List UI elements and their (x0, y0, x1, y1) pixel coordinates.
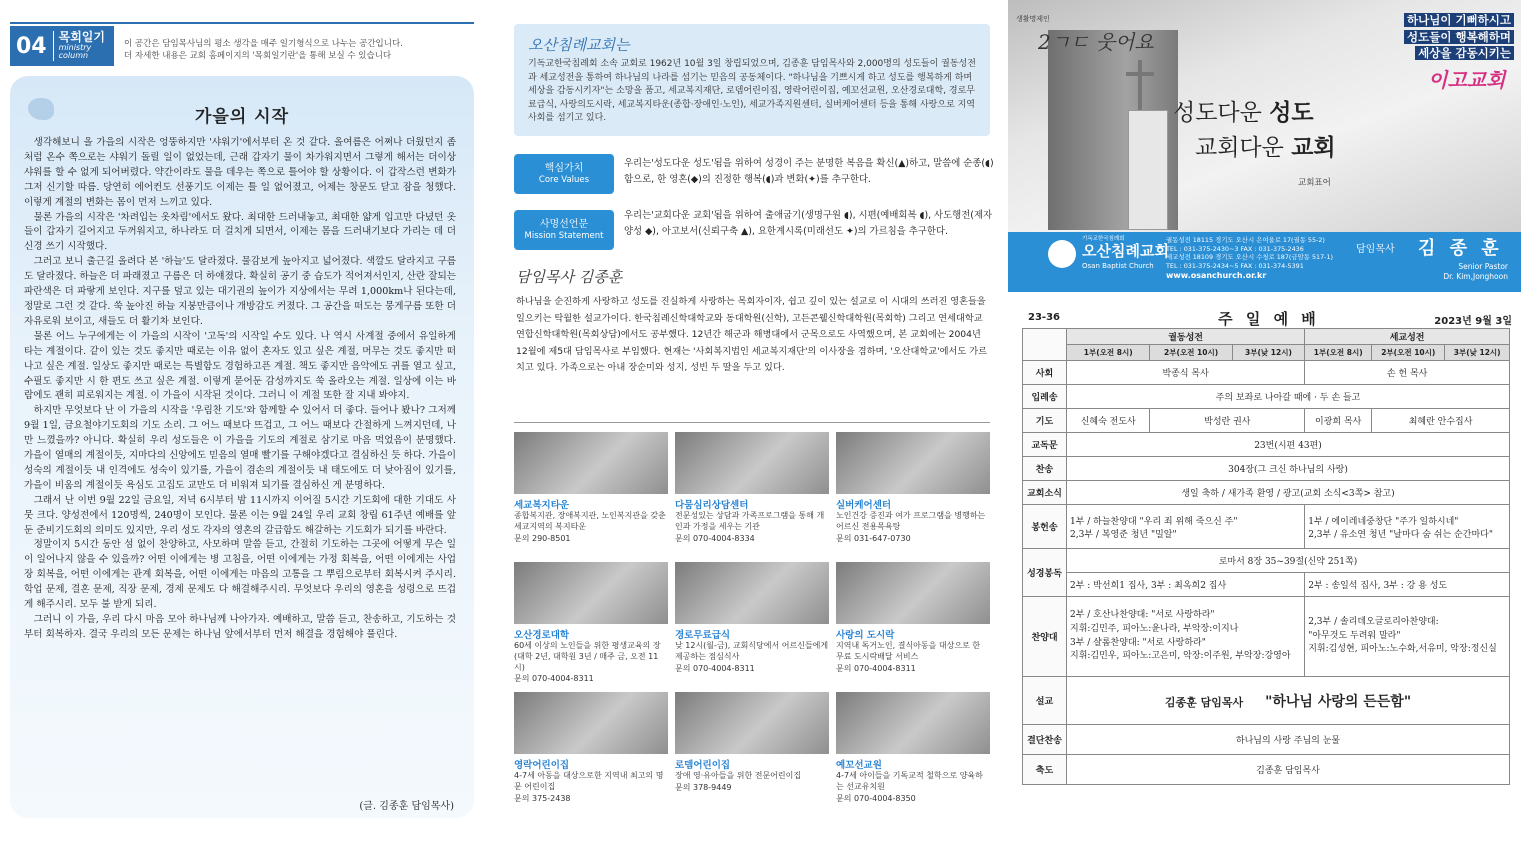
column-body (24, 136, 456, 643)
core-values-badge (514, 154, 614, 194)
row-label: 입례송 (1023, 385, 1067, 409)
ministry-name: 사랑의 도시락 (836, 630, 895, 641)
ministry-name: 예꼬선교원 (836, 760, 882, 771)
ministry-card (675, 562, 829, 690)
ministry-photo (675, 562, 829, 624)
column-title: 가을의 시작 (194, 107, 290, 127)
cell: 2부 : 박선희1 집사, 3부 : 최옥희2 집사 (1067, 573, 1305, 597)
year-theme-small: 생활명제인 (1016, 15, 1050, 23)
session-header: 1부(오전 8시) (1067, 345, 1150, 361)
ministry-desc: 4-7세 아이들을 기독교적 철학으로 양육하는 선교유치원 (836, 771, 983, 791)
website-link[interactable]: www.osanchurch.or.kr (1166, 270, 1267, 280)
table-row (1023, 481, 1510, 505)
row-label: 찬송 (1023, 457, 1067, 481)
cell-line: 3부 / 샬롬찬양대: "서로 사랑하라" (1070, 637, 1206, 648)
session-header: 3부(낮 12시) (1232, 345, 1305, 361)
table-row (1023, 549, 1510, 573)
ministry-phone: 문의 070-4004-8311 (675, 663, 755, 673)
ministry-photo (836, 692, 990, 754)
ministry-photo (836, 562, 990, 624)
cell-line: 지휘:김민우, 피아노:고은미, 악장:이주원, 부악장:강영아 (1070, 651, 1291, 662)
sermon-cell (1067, 677, 1510, 725)
table-row (1023, 677, 1510, 725)
issue-number: 23-36 (1028, 312, 1060, 323)
column-intro (124, 38, 474, 63)
cell-line: 2,3부 / 복영준 청년 "밀알" (1070, 529, 1177, 540)
ministry-card (514, 562, 668, 690)
church-name: 오산침례교회 (1082, 242, 1169, 260)
ministry-desc: 종합복지관, 장애복지관, 노인복지관을 갖춘 세교지역의 복지타운 (514, 511, 666, 531)
slogan-line: 하나님이 기뻐하시고 (1404, 13, 1514, 27)
ministry-card (836, 692, 990, 820)
ministry-card (675, 432, 829, 560)
row-label: 봉헌송 (1023, 505, 1067, 549)
row-label: 사회 (1023, 361, 1067, 385)
cell: 2부 : 송일석 집사, 3부 : 강 용 성도 (1305, 573, 1510, 597)
table-row (1023, 361, 1510, 385)
ministry-name: 영락어린이집 (514, 760, 570, 771)
pastor-column-panel (0, 0, 480, 842)
row-label: 결단찬송 (1023, 725, 1067, 755)
intro-line: 이 공간은 담임목사님의 평소 생각을 매주 일기형식으로 나누는 공간입니다. (124, 39, 403, 49)
pastor-name-en (1418, 262, 1508, 282)
service-header (1022, 310, 1516, 328)
mission-badge (514, 210, 614, 250)
ministry-card (675, 692, 829, 820)
paragraph: 그러고 보니 출근길 올려다 본 '하늘'도 달라졌다. 물감보게 높아지고 넓어졌다. 색깔도 달라지고 구름도 달라졌다. 하늘은 더 파래졌고 구름은 더 하얘졌다. 확실히 공기 중 습도가 적어져서인지, 산란 잘되는 파란색은 더 파랗게 보인다. 지구를 덮고 있는 대기권의 높이가 지상에서는 무려 1,000km나 된다는데, 정말로 그런 것 같다. 쑥 높아진 하늘 지붕만큼이나 개방감도 커졌다. 그 공간을 떠도는 뭉게구름 또한 더 자유로워 보이고, 새들도 더 활기차 보인다. (24, 256, 456, 327)
year-theme: 2ㄱㄷ 웃어요 (1038, 30, 1154, 54)
table-row (1023, 329, 1510, 345)
denomination: 기독교한국침례회 (1082, 236, 1125, 242)
address-line: 궐동성전 18115 경기도 오산시 은여울로 17(궐동 55-2) (1166, 236, 1325, 244)
mission-label-en: Mission Statement (524, 231, 604, 242)
ministry-desc: 노인건강 증진과 여가 프로그램을 병행하는 어르신 전용목욕탕 (836, 511, 986, 531)
ministry-name: 경로무료급식 (675, 630, 731, 641)
session-header: 2부(오전 10시) (1150, 345, 1232, 361)
ministry-card (836, 562, 990, 690)
paragraph: 그러니 이 가을, 우리 다시 마음 모아 하나님께 나아가자. 예배하고, 말씀 듣고, 찬송하고, 기도하는 것부터 회복하자. 결국 우리의 모든 문제는 하나님 앞에서부터 먼저 해결을 경험해야 풀린다. (24, 614, 456, 640)
column-signature: (글. 김종훈 담임목사) (359, 801, 454, 812)
ministry-name: 로뎀어린이집 (675, 760, 731, 771)
cell (1067, 597, 1305, 677)
paragraph: 생각해보니 올 가을의 시작은 엉뚱하지만 '샤워기'에서부터 온 것 같다. 올여름은 어쩌나 더웠던지 좀처럼 온수 쪽으로는 샤워기 돌릴 일이 없었는데, 근래 갑자기 물이 차가워지면서 그렇게 해서는 더이상 샤워를 할 수 없게 되어버렸다. 약간이라도 물을 데우는 쪽으로 틀어야 할 상황이다. 이 갑작스런 변화가 그저 신기할 따름. 당연히 에어컨도 선풍기도 이제는 틀 일 없어졌고, 어제는 창문도 닫고 잠을 청했다. 이렇게 계절의 변화는 몸이 먼저 느끼고 있다. (24, 137, 456, 208)
table-row (1023, 385, 1510, 409)
cell-line: 지휘:김민주, 피아노:윤나라, 부악장:이지나 (1070, 623, 1239, 634)
ministry-photo (675, 692, 829, 754)
pastor-title-en: Senior Pastor (1458, 262, 1508, 271)
motto-part: 성도다운 (1173, 100, 1270, 126)
core-values-label: 핵심가치 (544, 162, 584, 174)
church-logo-icon (1048, 240, 1076, 268)
column-tag (10, 26, 114, 66)
group-b-header: 세교성전 (1305, 329, 1510, 345)
ministry-name: 실버케어센터 (836, 500, 892, 511)
paragraph: 정말이지 5시간 동안 섬 없이 찬양하고, 사모하며 말씀 듣고, 간절히 기도하는 그곳에 어떻게 무슨 일이 일어나지 않을 수 있을까? 어떤 이에게는 병 고침을, 어떤 이에게는 가정 회복을, 어떤 이에게는 사업장 회복을, 어떤 이에게는 관계 회복을, 어떤 이에게는 마음의 고통을 그 뿌림으로부터 회복시켜 주시리. 학업 문제, 결혼 문제, 직장 문제, 경제 문제도 다 해결해주시리. 무엇보다 우리의 영혼을 성령으로 뜨겁게 해주시리. 모두 불 받게 되리. (24, 539, 456, 611)
ministry-photo (514, 432, 668, 494)
column-label: 목회일기 (58, 30, 105, 45)
paragraph: 물론 가을의 시작은 '차려입는 옷차림'에서도 왔다. 최대한 드러내놓고, 최대한 얇게 입고만 다녔던 옷들이 갑자기 길어지고 두꺼워지고, 하나라도 더 걸치게 되면서, 이제는 몸을 드러내기보다 가리는 데 더 신경 쓰기 시작했다. (24, 211, 456, 253)
cell-line: 2부 / 호산나찬양대: "서로 사랑하라" (1070, 609, 1215, 620)
group-a-header: 궐동성전 (1067, 329, 1305, 345)
paragraph: 물론 어느 누구에게는 이 가을의 시작이 '고독'의 시작일 수도 있다. 나 역시 사계절 중에서 유일하게 타는 계절이다. 같이 있는 것도 좋지만 때로는 이유 없이 혼자도 있고 싶은 계절, 머무는 것도 좋지만 떠나고 싶은 계절. 일상도 좋지만 때로는 특별함도 경험하고픈 계절. 책도 좋지만 음악에도 귀를 열고 싶고, 수필도 좋지만 시 한 편도 쓰고 싶은 계절. 이렇게 묻어둔 감성까지도 쑥 올라오는 계절. 일상에 이는 바람에도 괜히 피로워지는 계절. 이 가을이 시작된 것이다. 그러니 이 계절 또한 잘 지내 봐야지. (24, 330, 456, 402)
ministry-grid (514, 432, 990, 816)
pastor-bio: 하나님을 순진하게 사랑하고 성도를 진실하게 사랑하는 목회자이자, 쉽고 깊이 있는 설교로 이 시대의 쓰러진 영혼들을 일으키는 탁월한 설교가이다. 한국침례신학대학교와 동대학원(신학), 고든콘웰신학대학원(목회학) 그리고 연세대학교 연합신학대학원(목회상담)에서도 공부했다. 12년간 해군과 해병대에서 군목으로도 사역했으며, 본 교회에는 2004년 12월에 제5대 담임목사로 부임했다. 현재는 '사회복지법인 세교복지재단'의 이사장을 겸하며, '오산대학교'에서도 가르치고 있다. 가족으로는 아내 장순미와 성지, 성빈 두 딸을 두고 있다. (516, 296, 987, 374)
row-label: 설교 (1023, 677, 1067, 725)
ministry-name: 다뭄심리상담센터 (675, 500, 749, 511)
cell-line: 지휘:김성현, 피아노:노수화,서유미, 악장:정신실 (1308, 644, 1497, 655)
ministry-photo (675, 432, 829, 494)
pastor-name: 김 종 훈 (1418, 238, 1503, 259)
service-date: 2023년 9월 3일 (1434, 316, 1512, 327)
table-row (1023, 573, 1510, 597)
brand-logo-text: 이고교회 (1428, 68, 1506, 92)
ministry-phone: 문의 290-8501 (514, 533, 571, 543)
ministry-desc: 지역내 독거노인, 결식아동을 대상으로 한 무료 도시락배달 서비스 (836, 641, 981, 661)
cross-icon (1138, 60, 1142, 110)
table-row (1023, 597, 1510, 677)
cover-hero (1008, 0, 1521, 232)
cell: 생일 축하 / 새가족 환영 / 광고(교회 소식<3쪽> 참고) (1067, 481, 1510, 505)
church-address (1166, 236, 1356, 281)
motto-emphasis: 성도 (1269, 99, 1314, 126)
address-line: TEL : 031-375-2434~5 FAX : 031-374-5391 (1166, 261, 1304, 270)
cell: 23번(시편 43편) (1067, 433, 1510, 457)
ministry-phone: 문의 070-4004-8311 (514, 674, 594, 684)
pastor-name-en-line: Dr. Kim,Jonghoon (1443, 271, 1508, 281)
slogan-line: 성도들이 행복해하며 (1404, 30, 1514, 44)
cell: 로마서 8장 35~39절(신약 251쪽) (1067, 549, 1510, 573)
motto-part: 교회다운 (1195, 134, 1292, 161)
cell-line: 2,3부 / 유소연 청년 "날마다 숨 쉬는 순간마다" (1308, 529, 1493, 540)
cell-line: 1부 / 하늘찬양대 "우리 죄 위해 죽으신 주" (1070, 516, 1238, 527)
service-order-table (1022, 328, 1510, 785)
ministry-phone: 문의 070-4004-8311 (836, 663, 916, 673)
pastor-heading: 담임목사 김종훈 (516, 268, 623, 286)
paragraph: 하지만 무엇보다 난 이 가을의 시작을 '우림찬 기도'와 함께할 수 있어서 더 좋다. 들어나 봤나? 그저께 9월 1일, 금요철야기도회의 기도 소리. 그 어느 때보다 뜨겁고, 그 어느 때보다 간절하게 느껴지던데, 나만 느꼈을까? 아니다. 확실히 우리 성도들은 이 가을을 기도의 계절로 삼기로 마음 먹었음이 분명했다. 가을이 열매의 계절이듯, 지마다의 신앙에도 믿음의 열매 빨기를 구해야겠다고 결심하신 듯 하다. 가을이 성숙의 계절이듯 내 인격에도 성숙이 있기를, 가을이 겸손의 계절이듯 내 태도에도 더 낮아짐이 있기를, 가을이 비움의 계절이듯 욕심도 고집도 교만도 더 비워져 되기를 결심하신 게 분명하다. (24, 405, 456, 491)
intro-line: 더 자세한 내용은 교회 홈페이지의 '목회일기란'을 통해 보실 수 있습니다 (124, 51, 392, 62)
paragraph: 그래서 난 이번 9월 22일 금요일, 저녁 6시부터 밤 11시까지 이어질 5시간 기도회에 대한 기대도 사뭇 크다. 양성전에서 120명씩, 240명이 모인다. 물론 이는 9월 24일 우리 교회 창립 61주년 예배를 앞둔 준비기도회의 의미도 있지만, 우리 성도 각자의 영혼의 갈급함도 해갈하는 기도회가 되기를 바란다. (24, 494, 456, 536)
motto-caption: 교회표어 (1298, 178, 1331, 188)
table-row (1023, 505, 1510, 549)
top-rule (10, 22, 474, 24)
session-header: 1부(오전 8시) (1305, 345, 1372, 361)
church-heading: 오산침례교회는 (528, 36, 630, 54)
slogan-line: 세상을 감동시키는 (1415, 46, 1514, 60)
ministry-photo (836, 432, 990, 494)
address-line: TEL : 031-375-2430~3 FAX : 031-375-2436 (1166, 244, 1304, 253)
cell: 하나님의 사랑 주님의 눈물 (1067, 725, 1510, 755)
cell: 박종식 목사 (1067, 361, 1305, 385)
mission-label: 사명선언문 (539, 218, 589, 230)
page-number: 04 (16, 33, 47, 59)
address-line: 세교성전 18109 경기도 오산시 수청로 187(금암동 517-1) (1166, 253, 1334, 262)
session-header: 3부(낮 12시) (1445, 345, 1510, 361)
ministry-phone: 문의 378-9449 (675, 782, 732, 792)
cross-icon (1126, 72, 1154, 76)
ministry-desc: 장애 영·유아들을 위한 전문어린이집 (675, 771, 802, 780)
sermon-title: "하나님 사랑의 든든함" (1265, 693, 1412, 710)
row-label: 성경봉독 (1023, 549, 1067, 597)
preacher: 김종훈 담임목사 (1164, 695, 1244, 709)
ministry-name: 오산경로대학 (514, 630, 570, 641)
ministry-phone: 문의 031-647-0730 (836, 533, 911, 543)
church-motto (1173, 96, 1336, 165)
mission-text: 우리는'교회다운 교회'됨을 위하여 출애굽기(생명구원 ◖), 시편(예배회복 ◖), 사도행전(제자양성 ◆), 아고보서(신뢰구축 ▲), 요한계시록(미래선도 ✦)의 가르침을 추구한다. (624, 210, 993, 238)
ministry-card (514, 692, 668, 820)
ministry-phone: 문의 375-2438 (514, 793, 571, 803)
cell-line: 2,3부 / 솔리데오글로리아찬양대: (1308, 616, 1439, 627)
ministry-desc: 낮 12시(월-금), 교회식당에서 어르신들에게 제공하는 점심식사 (675, 641, 829, 661)
column-label-en: ministry column (58, 42, 92, 61)
cell-line: "아무것도 두려워 말라" (1308, 630, 1401, 641)
ministry-desc: 전문성있는 상담과 가족프로그램을 통해 개인과 가정을 세우는 기관 (675, 511, 825, 531)
cell (1305, 597, 1510, 677)
cell: 박성란 권사 (1150, 409, 1305, 433)
ministry-photo (514, 562, 668, 624)
church-intro-panel (500, 0, 1000, 842)
cell (1305, 505, 1510, 549)
church-description: 기독교한국침례회 소속 교회로 1962년 10월 3일 창립되었으며, 김종훈 담임목사와 2,000명의 성도들이 궐동성전과 세교성전을 통하여 하나님의 나라를 섬기는 믿음의 공동체이다. "하나님을 기쁘시게 하고 성도를 행복하게 하며 세상을 감동시키자"는 소망을 품고, 세교복지재단, 로뎀어린이집, 영락어린이집, 예꼬선교원, 오산경로대학, 경로무료급식, 사랑의도시락, 세교복지타운(종합·장애인·노인), 세교가족지원센터, 실버케어센터 등을 통해 사랑으로 지역사회를 섬기고 있다. (528, 59, 976, 123)
table-row (1023, 345, 1510, 361)
ministry-photo (514, 692, 668, 754)
core-values-text: 우리는'성도다운 성도'됨을 위하여 성경이 주는 분명한 복음을 확신(▲)하고, 말씀에 순종(◖)함으로, 한 영혼(◆)의 진정한 행복(◖)과 변화(✦)를 추구한다. (624, 158, 994, 186)
cover-service-panel (1008, 0, 1521, 842)
row-label: 교회소식 (1023, 481, 1067, 505)
row-label: 찬양대 (1023, 597, 1067, 677)
cell: 304장(그 크신 하나님의 사랑) (1067, 457, 1510, 481)
cell-line: 1부 / 에이레네중창단 "주가 일하시네" (1308, 516, 1459, 527)
ministry-phone: 문의 070-4004-8350 (836, 793, 916, 803)
ministry-desc: 60세 이상의 노인들을 위한 평생교육의 장 (대학 2년, 대학원 3년 / 매주 금, 오전 11시) (514, 641, 661, 672)
core-values-label-en: Core Values (538, 175, 590, 186)
table-row (1023, 725, 1510, 755)
cell: 신혜숙 전도사 (1067, 409, 1150, 433)
cover-slogan (1318, 12, 1514, 62)
table-row (1023, 755, 1510, 785)
table-row (1023, 409, 1510, 433)
church-name-en: Osan Baptist Church (1082, 262, 1154, 270)
session-header: 2부(오전 10시) (1372, 345, 1445, 361)
table-row (1023, 457, 1510, 481)
cell: 최혜란 안수집사 (1372, 409, 1510, 433)
ministry-card (514, 432, 668, 560)
pastor-label: 담임목사 (1356, 244, 1395, 255)
motto-emphasis: 교회 (1291, 133, 1336, 161)
ministry-name: 세교복지타운 (514, 500, 570, 511)
row-label: 축도 (1023, 755, 1067, 785)
divider (514, 422, 990, 423)
cell (1067, 505, 1305, 549)
cell: 주의 보좌로 나아갈 때에 · 두 손 들고 (1067, 385, 1510, 409)
row-label: 교독문 (1023, 433, 1067, 457)
ministry-card (836, 432, 990, 560)
service-title: 주 일 예 배 (1218, 310, 1320, 328)
cell: 김종훈 담임목사 (1067, 755, 1510, 785)
row-label: 기도 (1023, 409, 1067, 433)
ministry-desc: 4-7세 아동을 대상으로한 지역내 최고의 명문 어린이집 (514, 771, 664, 791)
church-tower-image (1128, 110, 1168, 230)
ministry-phone: 문의 070-4004-8334 (675, 533, 755, 543)
cell: 이광희 목사 (1305, 409, 1372, 433)
cell: 손 헌 목사 (1305, 361, 1510, 385)
table-row (1023, 433, 1510, 457)
